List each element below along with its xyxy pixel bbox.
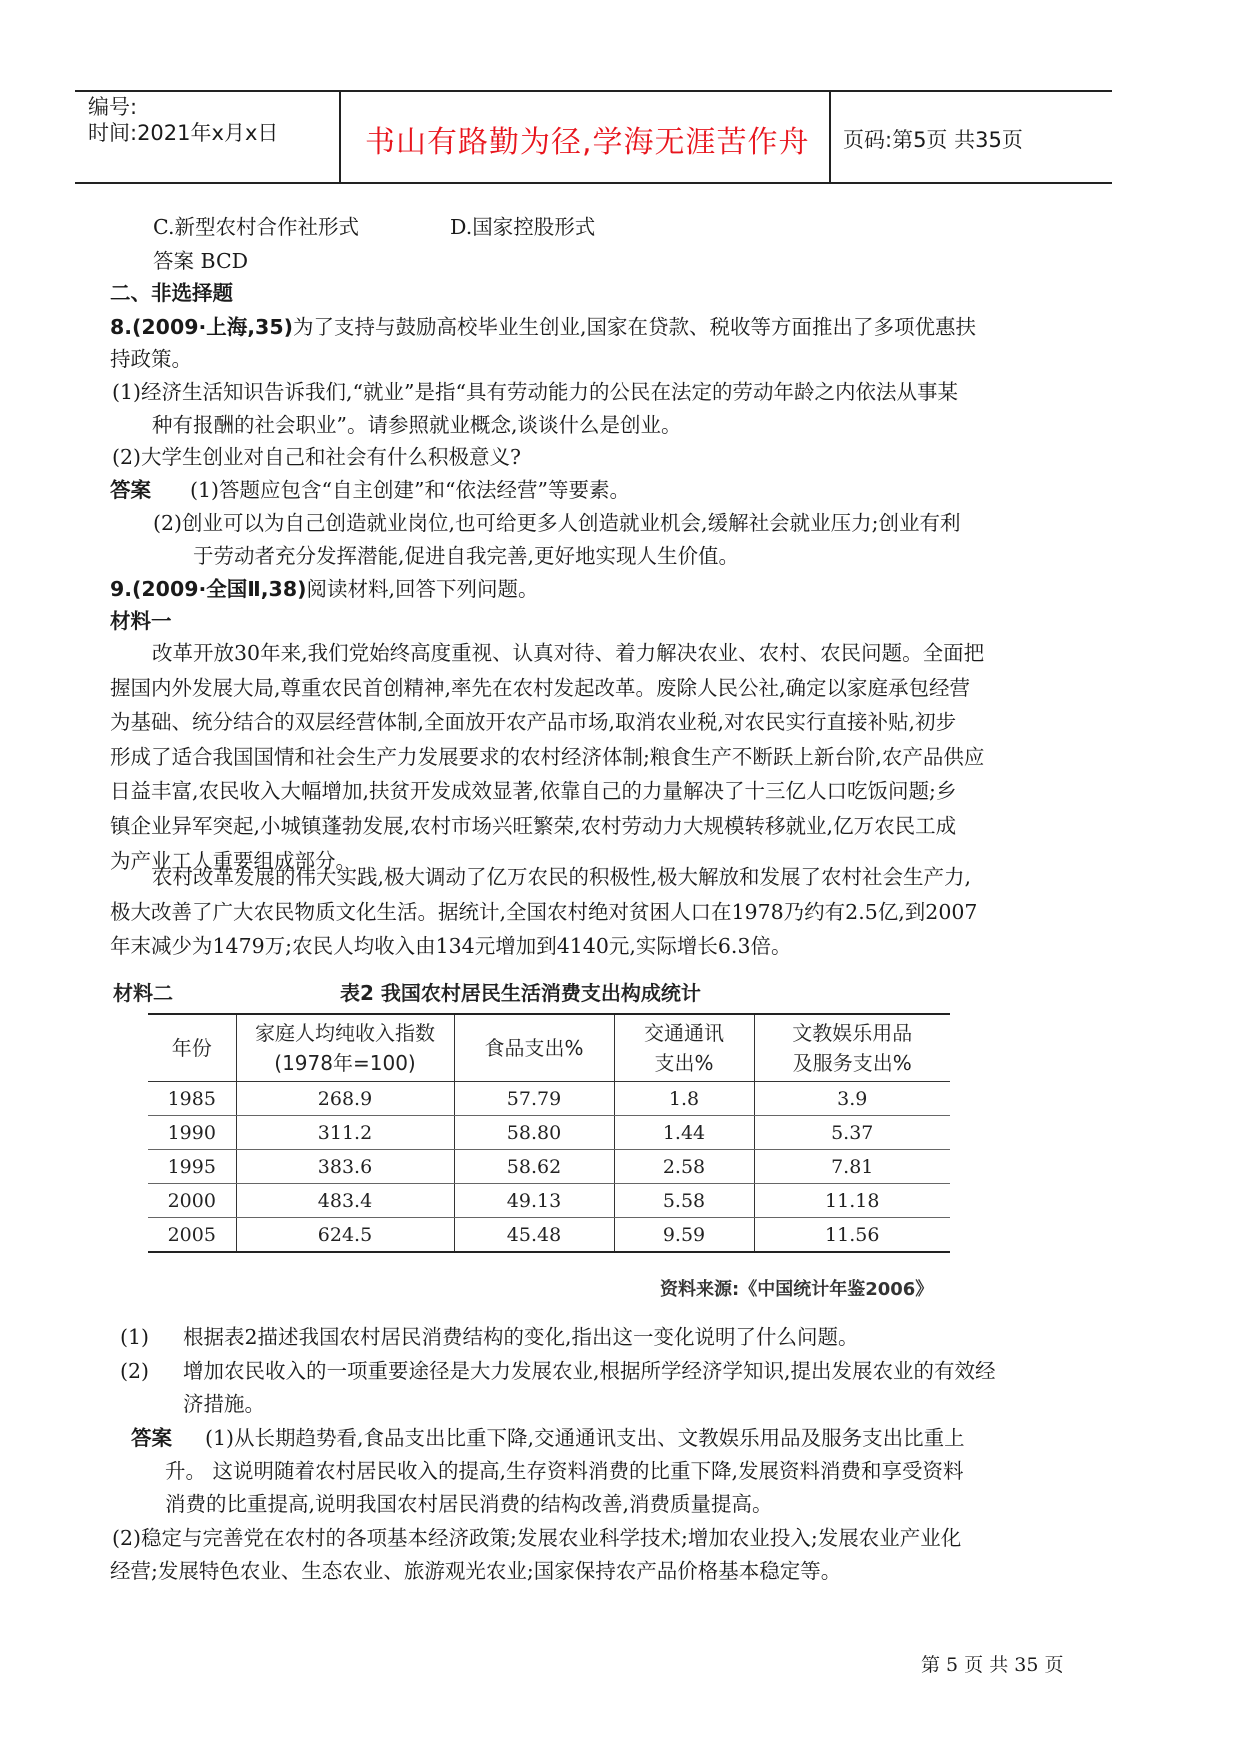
q8-sub1-line2: 种有报酬的社会职业”。请参照就业概念,谈谈什么是创业。 — [152, 413, 682, 437]
table-cell: 383.6 — [236, 1150, 454, 1184]
material1-p1-line: 为产业工人重要组成部分。 — [110, 848, 356, 873]
table-cell: 57.79 — [454, 1082, 614, 1116]
q9-sub2-num: (2) — [120, 1359, 150, 1383]
table-row — [148, 1218, 950, 1253]
table-cell: 11.18 — [754, 1184, 950, 1218]
table-row — [148, 1116, 950, 1150]
header-page-label: 页码:第5页 共35页 — [843, 128, 1023, 152]
material1-paragraph1 — [110, 636, 1080, 878]
q9-number: 9.(2009·全国Ⅱ,38) — [110, 577, 307, 601]
table-cell: 2.58 — [614, 1150, 754, 1184]
header-motto: 书山有路勤为径,学海无涯苦作舟 — [365, 125, 810, 160]
q8-answer-label: 答案 — [110, 478, 151, 502]
q8-answer2-line1: (2)创业可以为自己创造就业岗位,也可给更多人创造就业机会,缓解社会就业压力;创业有利 — [153, 511, 961, 535]
q9-answer2-line2: 经营;发展特色农业、生态农业、旅游观光农业;国家保持农产品价格基本稳定等。 — [110, 1559, 842, 1583]
material1-p1-line: 镇企业异军突起,小城镇蓬勃发展,农村市场兴旺繁荣,农村劳动力大规模转移就业,亿万农民工成 — [110, 813, 957, 838]
table-cell: 1.44 — [614, 1116, 754, 1150]
table-cell: 483.4 — [236, 1184, 454, 1218]
table-header-row — [148, 1014, 950, 1082]
table-header-food: 食品支出% — [454, 1014, 614, 1082]
page-footer: 第 5 页 共 35 页 — [921, 1654, 1064, 1676]
table-cell: 2005 — [148, 1218, 236, 1253]
table-cell: 624.5 — [236, 1218, 454, 1253]
table-cell: 7.81 — [754, 1150, 950, 1184]
table-cell: 1995 — [148, 1150, 236, 1184]
material1-p1-line: 日益丰富,农民收入大幅增加,扶贫开发成效显著,依靠自己的力量解决了十三亿人口吃饭问题;乡 — [110, 779, 957, 804]
material1-label: 材料一 — [110, 609, 172, 633]
q9-sub1-num: (1) — [120, 1325, 150, 1349]
header-time-label: 时间:2021年x月x日 — [88, 121, 279, 145]
q9-answer1-line3: 消费的比重提高,说明我国农村居民消费的结构改善,消费质量提高。 — [165, 1492, 773, 1516]
q8-stem-line1 — [110, 312, 976, 343]
q9-sub2-line1: 增加农民收入的一项重要途径是大力发展农业,根据所学经济学知识,提出发展农业的有效经 — [183, 1359, 996, 1383]
table-cell: 1985 — [148, 1082, 236, 1116]
table-cell: 58.62 — [454, 1150, 614, 1184]
header-divider-left — [339, 90, 341, 183]
table-cell: 2000 — [148, 1184, 236, 1218]
q9-sub1: 根据表2描述我国农村居民消费结构的变化,指出这一变化说明了什么问题。 — [183, 1325, 859, 1349]
material1-paragraph2 — [110, 860, 1090, 964]
q8-number: 8.(2009·上海,35) — [110, 315, 293, 339]
material1-p1-line: 改革开放30年来,我们党始终高度重视、认真对待、着力解决农业、农村、农民问题。全面把 — [152, 641, 985, 665]
table-cell: 5.58 — [614, 1184, 754, 1218]
table-header-income-index: 家庭人均纯收入指数 (1978年=100) — [236, 1014, 454, 1082]
q8-stem-line2: 持政策。 — [110, 347, 192, 371]
table-cell: 11.56 — [754, 1218, 950, 1253]
q7-option-d: D.国家控股形式 — [450, 215, 596, 239]
material1-p2-line: 极大改善了广大农民物质文化生活。据统计,全国农村绝对贫困人口在1978乃约有2.5亿,到2007 — [110, 899, 978, 924]
table-row — [148, 1082, 950, 1116]
material1-p1-line: 握国内外发展大局,尊重农民首创精神,率先在农村发起改革。废除人民公社,确定以家庭承包经营 — [110, 675, 971, 700]
table-title: 表2 我国农村居民生活消费支出构成统计 — [340, 981, 701, 1005]
material1-p1-line: 形成了适合我国国情和社会生产力发展要求的农村经济体制;粮食生产不断跃上新台阶,农产品供应 — [110, 744, 985, 769]
table-row — [148, 1150, 950, 1184]
table-cell: 268.9 — [236, 1082, 454, 1116]
table-cell: 49.13 — [454, 1184, 614, 1218]
table-cell: 58.80 — [454, 1116, 614, 1150]
table-source: 资料来源:《中国统计年鉴2006》 — [660, 1279, 934, 1300]
table-header-year: 年份 — [148, 1014, 236, 1082]
table-cell: 45.48 — [454, 1218, 614, 1253]
q9-answer1-line1: (1)从长期趋势看,食品支出比重下降,交通通讯支出、文教娱乐用品及服务支出比重上 — [205, 1426, 965, 1450]
q8-answer2-line2: 于劳动者充分发挥潜能,促进自我完善,更好地实现人生价值。 — [193, 544, 740, 568]
material1-p1-line: 为基础、统分结合的双层经营体制,全面放开农产品市场,取消农业税,对农民实行直接补贴,初步 — [110, 710, 957, 735]
table-cell: 311.2 — [236, 1116, 454, 1150]
table-header-culture: 文教娱乐用品 及服务支出% — [754, 1014, 950, 1082]
q7-option-c: C.新型农村合作社形式 — [153, 215, 359, 239]
material1-p2-line: 年末减少为1479万;农民人均收入由134元增加到4140元,实际增长6.3倍。 — [110, 934, 792, 959]
table-cell: 5.37 — [754, 1116, 950, 1150]
table-cell: 3.9 — [754, 1082, 950, 1116]
table-cell: 1990 — [148, 1116, 236, 1150]
consumption-table — [148, 1013, 950, 1253]
q9-answer1-line2: 升。 这说明随着农村居民收入的提高,生存资料消费的比重下降,发展资料消费和享受资料 — [165, 1459, 964, 1483]
q9-answer2-line1: (2)稳定与完善党在农村的各项基本经济政策;发展农业科学技术;增加农业投入;发展农业产业化 — [112, 1526, 962, 1550]
q9-stem — [110, 574, 538, 605]
q9-sub2-line2: 济措施。 — [183, 1392, 265, 1416]
material1-p2-line: 农村改革发展的伟大实践,极大调动了亿万农民的积极性,极大解放和发展了农村社会生产力, — [152, 865, 972, 889]
header-top-rule — [75, 90, 1112, 92]
q7-answer: 答案 BCD — [153, 249, 249, 273]
table-row — [148, 1184, 950, 1218]
section-title: 二、非选择题 — [110, 281, 233, 305]
header-divider-right — [829, 90, 831, 183]
table-cell: 1.8 — [614, 1082, 754, 1116]
q8-answer1: (1)答题应包含“自主创建”和“依法经营”等要素。 — [190, 478, 630, 502]
q9-stem-text: 阅读材料,回答下列问题。 — [306, 577, 539, 601]
table-cell: 9.59 — [614, 1218, 754, 1253]
header-bottom-rule — [75, 182, 1112, 184]
q8-stem: 为了支持与鼓励高校毕业生创业,国家在贷款、税收等方面推出了多项优惠扶 — [292, 315, 976, 339]
q9-answer-label: 答案 — [131, 1426, 172, 1450]
q8-sub1-line1: (1)经济生活知识告诉我们,“就业”是指“具有劳动能力的公民在法定的劳动年龄之内依法从事某 — [112, 380, 958, 404]
header-number-label: 编号: — [88, 95, 138, 119]
material2-label: 材料二 — [113, 981, 173, 1005]
q8-sub2: (2)大学生创业对自己和社会有什么积极意义? — [112, 445, 522, 469]
table-header-transport: 交通通讯 支出% — [614, 1014, 754, 1082]
